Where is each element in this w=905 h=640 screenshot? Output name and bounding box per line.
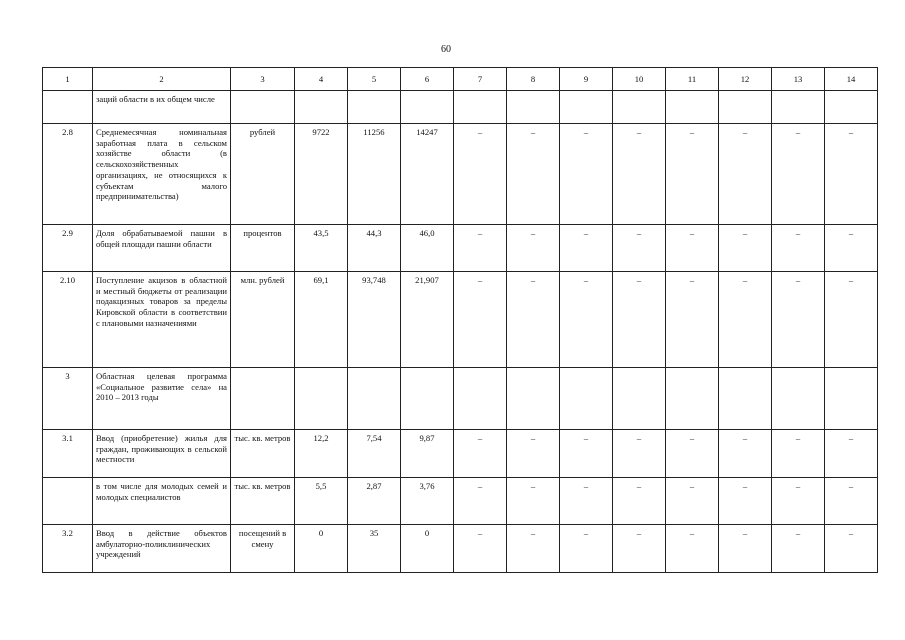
table-row	[43, 478, 878, 525]
column-header: 12	[719, 68, 772, 91]
dash-cell	[825, 368, 878, 430]
dash-cell: –	[719, 478, 772, 525]
value-cell: 93,748	[348, 272, 401, 368]
indicator-name: Областная целевая программа «Социальное развитие села» на 2010 – 2013 годы	[93, 368, 231, 430]
column-header: 3	[231, 68, 295, 91]
dash-cell: –	[719, 430, 772, 478]
table-row	[43, 272, 878, 368]
value-cell	[348, 91, 401, 124]
table-row	[43, 368, 878, 430]
dash-cell: –	[772, 124, 825, 225]
table-row	[43, 91, 878, 124]
dash-cell: –	[507, 225, 560, 272]
dash-cell	[825, 91, 878, 124]
dash-cell: –	[719, 272, 772, 368]
dash-cell: –	[772, 430, 825, 478]
dash-cell: –	[719, 225, 772, 272]
column-header: 6	[401, 68, 454, 91]
indicator-name: заций области в их общем числе	[93, 91, 231, 124]
dash-cell: –	[560, 430, 613, 478]
dash-cell	[772, 368, 825, 430]
row-number: 3.1	[43, 430, 93, 478]
unit-cell: рублей	[231, 124, 295, 225]
dash-cell: –	[454, 478, 507, 525]
table-body	[43, 68, 878, 573]
dash-cell	[507, 91, 560, 124]
dash-cell: –	[719, 124, 772, 225]
dash-cell: –	[560, 525, 613, 573]
dash-cell	[772, 91, 825, 124]
dash-cell: –	[666, 478, 719, 525]
value-cell: 2,87	[348, 478, 401, 525]
row-number	[43, 91, 93, 124]
dash-cell: –	[772, 225, 825, 272]
value-cell: 46,0	[401, 225, 454, 272]
column-header: 8	[507, 68, 560, 91]
dash-cell: –	[507, 124, 560, 225]
dash-cell	[666, 368, 719, 430]
row-number: 2.9	[43, 225, 93, 272]
dash-cell: –	[719, 525, 772, 573]
dash-cell: –	[825, 525, 878, 573]
dash-cell	[613, 91, 666, 124]
dash-cell: –	[507, 272, 560, 368]
dash-cell: –	[772, 272, 825, 368]
dash-cell: –	[454, 430, 507, 478]
table-row	[43, 124, 878, 225]
dash-cell: –	[454, 225, 507, 272]
unit-cell: тыс. кв. метров	[231, 478, 295, 525]
indicator-name: Поступление акцизов в областной и местный бюджеты от реализации подакцизных товаров за пределы Кировской области в соответствии с плановыми назначениями	[93, 272, 231, 368]
dash-cell: –	[507, 478, 560, 525]
dash-cell: –	[666, 124, 719, 225]
dash-cell	[719, 368, 772, 430]
dash-cell: –	[507, 430, 560, 478]
indicators-table	[42, 67, 878, 573]
value-cell: 9,87	[401, 430, 454, 478]
indicator-name: Доля обрабатываемой пашни в общей площади пашни области	[93, 225, 231, 272]
value-cell	[401, 91, 454, 124]
value-cell	[401, 368, 454, 430]
dash-cell	[560, 91, 613, 124]
unit-cell	[231, 91, 295, 124]
dash-cell: –	[613, 225, 666, 272]
value-cell: 9722	[295, 124, 348, 225]
indicator-name: Ввод в действие объектов амбулаторно-поликлинических учреждений	[93, 525, 231, 573]
dash-cell	[454, 91, 507, 124]
dash-cell: –	[825, 124, 878, 225]
dash-cell	[613, 368, 666, 430]
dash-cell: –	[454, 272, 507, 368]
column-header: 4	[295, 68, 348, 91]
value-cell: 44,3	[348, 225, 401, 272]
value-cell	[295, 368, 348, 430]
dash-cell: –	[507, 525, 560, 573]
column-header: 7	[454, 68, 507, 91]
dash-cell: –	[560, 225, 613, 272]
value-cell: 3,76	[401, 478, 454, 525]
dash-cell: –	[825, 272, 878, 368]
dash-cell: –	[454, 124, 507, 225]
column-header: 5	[348, 68, 401, 91]
column-header: 14	[825, 68, 878, 91]
dash-cell: –	[666, 272, 719, 368]
unit-cell: процентов	[231, 225, 295, 272]
dash-cell	[666, 91, 719, 124]
dash-cell: –	[560, 124, 613, 225]
dash-cell	[560, 368, 613, 430]
value-cell: 0	[295, 525, 348, 573]
dash-cell	[507, 368, 560, 430]
column-header: 1	[43, 68, 93, 91]
value-cell	[295, 91, 348, 124]
dash-cell: –	[560, 478, 613, 525]
dash-cell: –	[560, 272, 613, 368]
indicator-name: в том числе для молодых семей и молодых специалистов	[93, 478, 231, 525]
value-cell: 5,5	[295, 478, 348, 525]
column-header: 13	[772, 68, 825, 91]
dash-cell: –	[666, 225, 719, 272]
dash-cell: –	[454, 525, 507, 573]
row-number: 3	[43, 368, 93, 430]
dash-cell: –	[613, 124, 666, 225]
header-row	[43, 68, 878, 91]
column-header: 2	[93, 68, 231, 91]
dash-cell	[454, 368, 507, 430]
indicator-name: Ввод (приобретение) жилья для граждан, проживающих в сельской местности	[93, 430, 231, 478]
dash-cell: –	[825, 478, 878, 525]
dash-cell: –	[666, 525, 719, 573]
unit-cell: тыс. кв. метров	[231, 430, 295, 478]
table-row	[43, 525, 878, 573]
dash-cell	[719, 91, 772, 124]
value-cell: 12,2	[295, 430, 348, 478]
row-number: 2.10	[43, 272, 93, 368]
unit-cell: посещений в смену	[231, 525, 295, 573]
row-number: 3.2	[43, 525, 93, 573]
dash-cell: –	[772, 525, 825, 573]
dash-cell: –	[666, 430, 719, 478]
dash-cell: –	[613, 430, 666, 478]
value-cell: 69,1	[295, 272, 348, 368]
column-header: 10	[613, 68, 666, 91]
value-cell: 43,5	[295, 225, 348, 272]
value-cell: 21,907	[401, 272, 454, 368]
dash-cell: –	[825, 225, 878, 272]
dash-cell: –	[613, 272, 666, 368]
value-cell	[348, 368, 401, 430]
unit-cell: млн. рублей	[231, 272, 295, 368]
dash-cell: –	[772, 478, 825, 525]
table-row	[43, 225, 878, 272]
column-header: 9	[560, 68, 613, 91]
table-row	[43, 430, 878, 478]
page-number: 60	[441, 44, 451, 55]
value-cell: 7,54	[348, 430, 401, 478]
dash-cell: –	[613, 525, 666, 573]
dash-cell: –	[825, 430, 878, 478]
unit-cell	[231, 368, 295, 430]
row-number	[43, 478, 93, 525]
value-cell: 11256	[348, 124, 401, 225]
value-cell: 35	[348, 525, 401, 573]
value-cell: 14247	[401, 124, 454, 225]
column-header: 11	[666, 68, 719, 91]
row-number: 2.8	[43, 124, 93, 225]
value-cell: 0	[401, 525, 454, 573]
indicator-name: Среднемесячная номинальная заработная плата в сельском хозяйстве области (в сельскохозяйственных организациях, не относящихся к субъектам малого предпринимательства)	[93, 124, 231, 225]
dash-cell: –	[613, 478, 666, 525]
